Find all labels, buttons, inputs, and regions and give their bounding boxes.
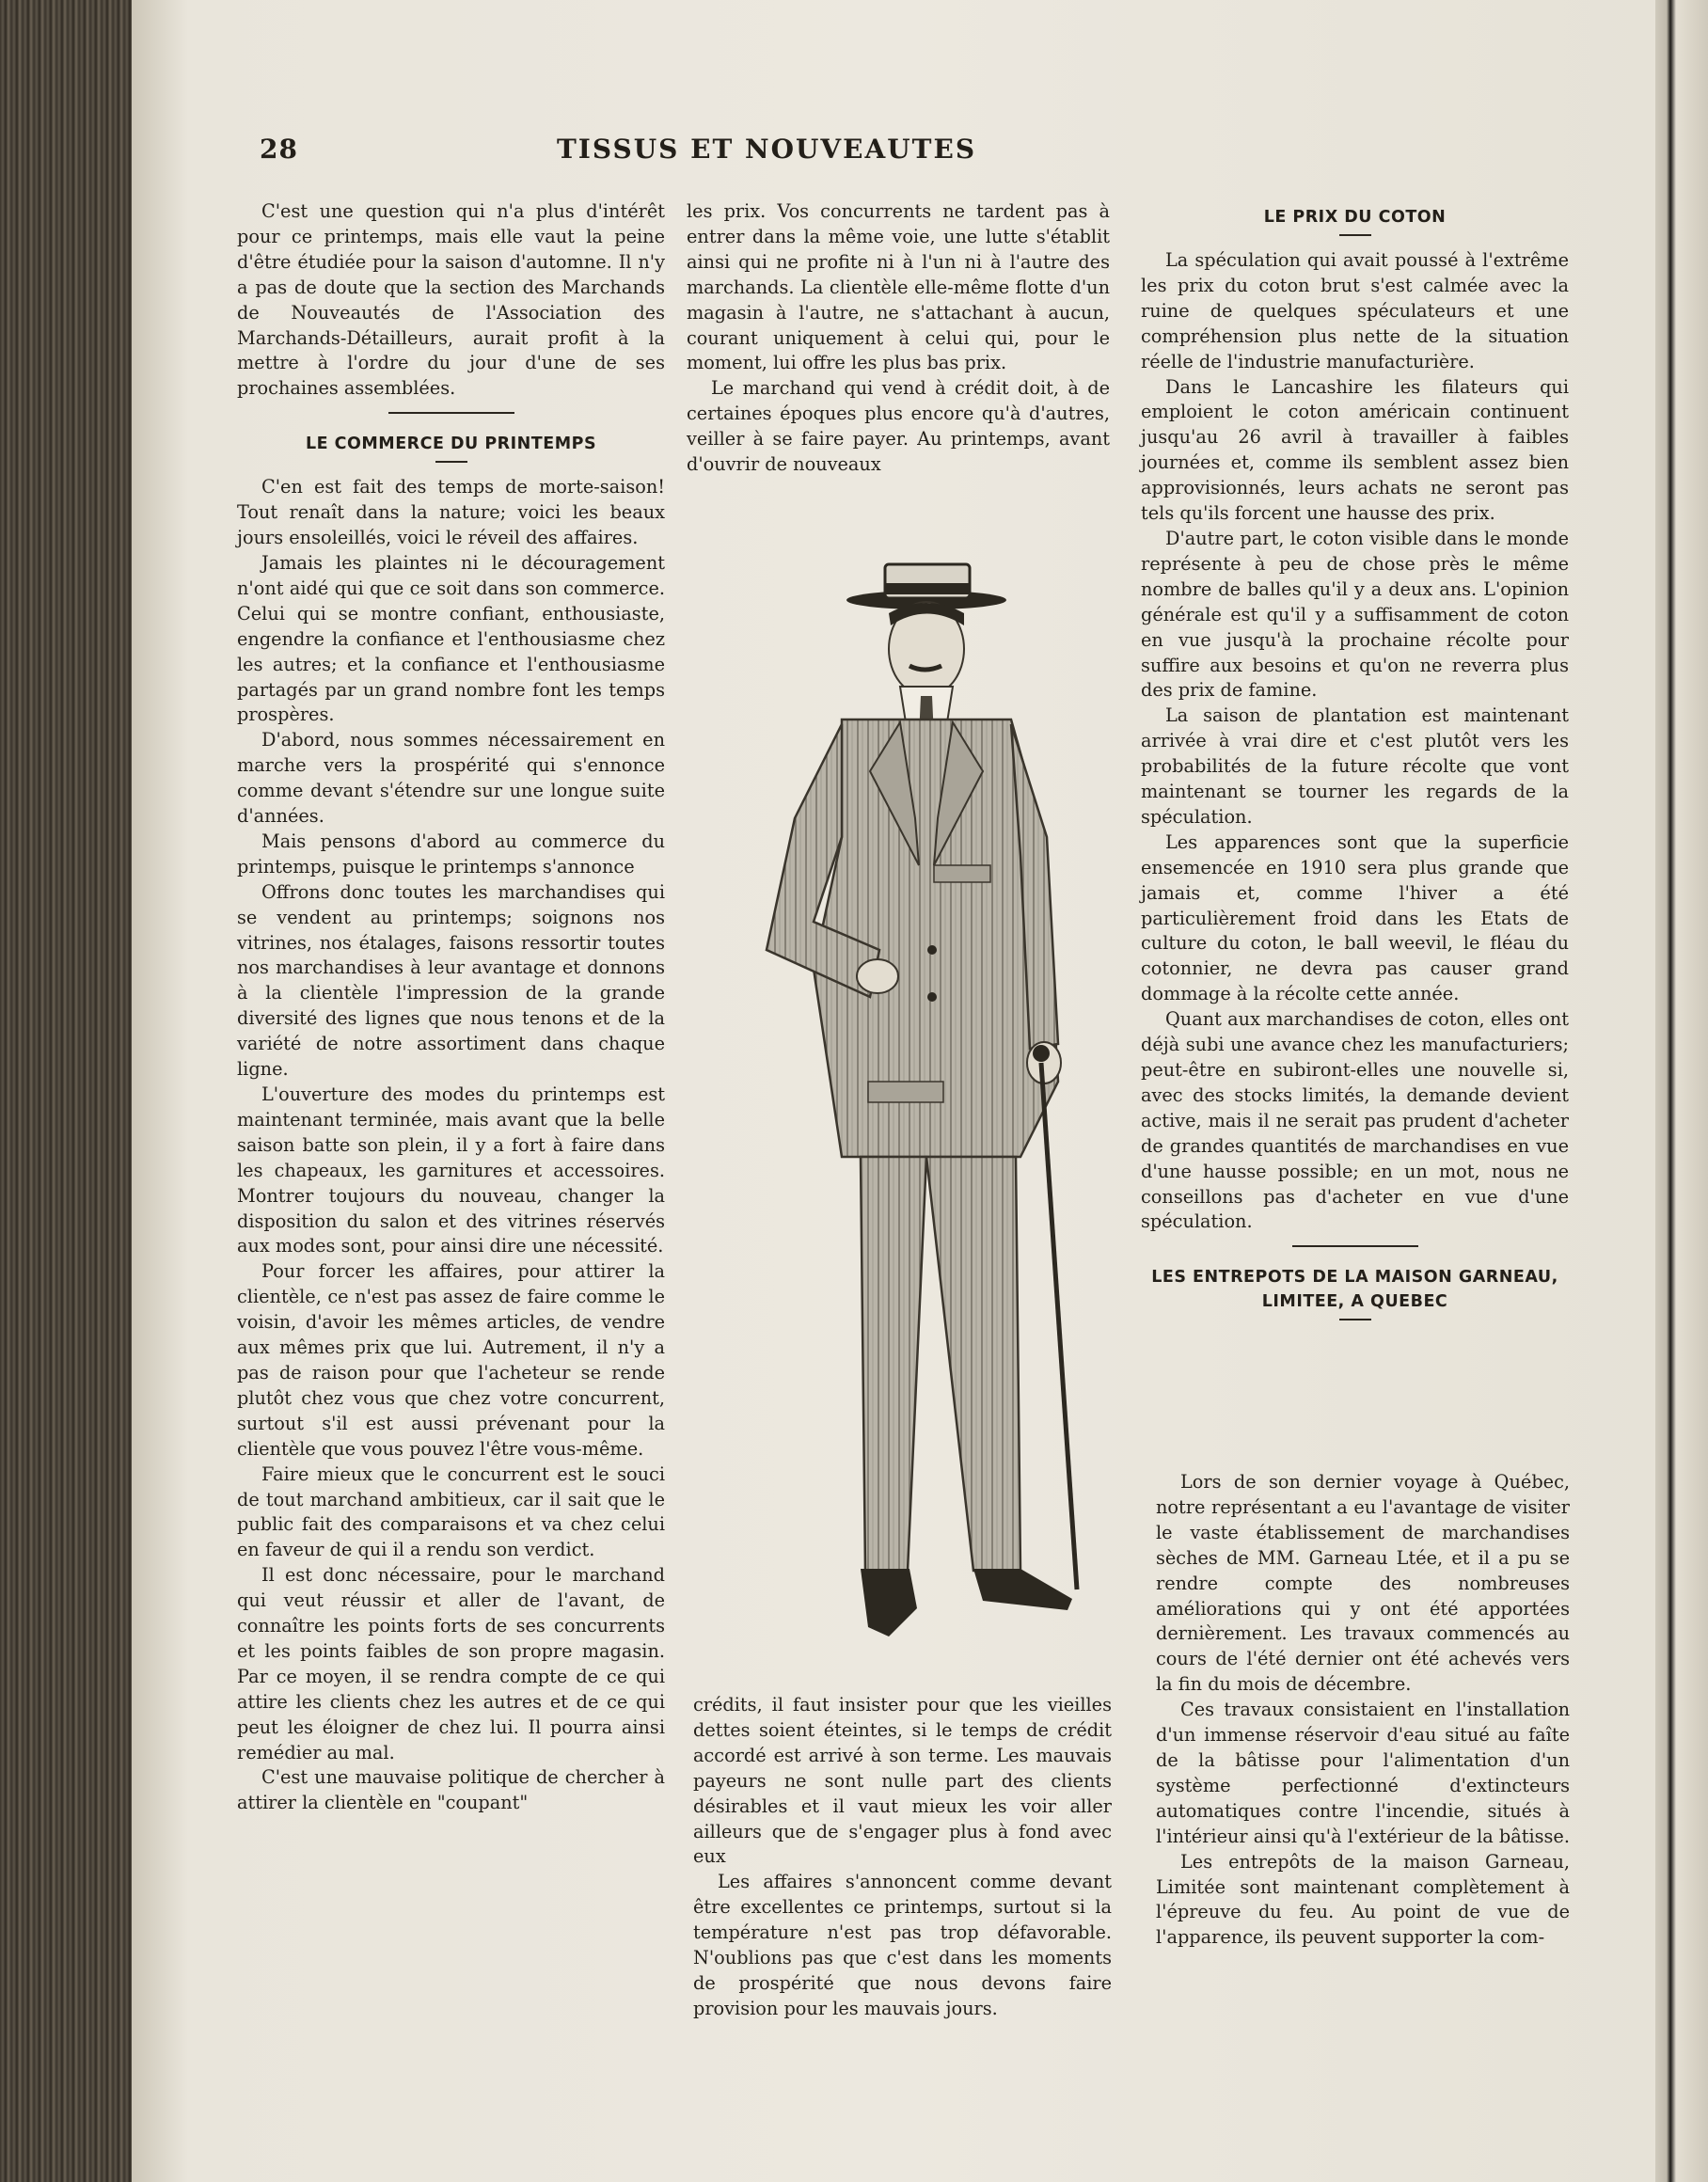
paragraph: D'abord, nous sommes nécessairement en marche vers la prospérité qui s'ennonce comme devant s'étendre sur une longue suite d'années.: [237, 729, 665, 828]
journal-page: [132, 0, 1655, 2182]
paragraph: Dans le Lancashire les filateurs qui emploient le coton américain continuent jusqu'au 26 avril à travailler à faibles journées et, comme ils semblent assez bien approvisionnés, leurs achats ne seront pas tels qu'ils forcent une hausse des prix.: [1141, 375, 1569, 525]
page-number: 28: [260, 134, 298, 165]
column-left: [237, 199, 665, 1816]
paragraph: Mais pensons d'abord au commerce du printemps, puisque le printemps s'annonce: [237, 830, 665, 878]
paragraph: C'est une question qui n'a plus d'intérêt pour ce printemps, mais elle vaut la peine d'être étudiée pour la saison d'automne. Il n'y a pas de doute que la section des Marchands de Nouveautés de l'Association des Marchands-Détailleurs, aurait profit à la mettre à l'ordre du jour d'une de ses prochaines assemblées.: [237, 200, 665, 400]
paragraph: Les affaires s'annoncent comme devant être excellentes ce printemps, surtout si la température n'est pas trop défavorable. N'oublions pas que c'est dans les moments de prospérité que nous devons faire provision pour les mauvais jours.: [693, 1871, 1112, 2019]
heading-rule: [1339, 1319, 1371, 1320]
paragraph: D'autre part, le coton visible dans le monde représente à peu de chose près le même nombre de balles qu'il y a deux ans. L'opinion générale est qu'il y a suffisamment de coton en vue jusqu'à la prochaine récolte pour suffire aux besoins et qu'on ne reverra plus des prix de famine.: [1141, 527, 1569, 702]
book-page-stack-edge: [0, 0, 141, 2182]
section-heading-entrepots-garneau: LES ENTREPOTS DE LA MAISON GARNEAU, LIMITEE, A QUEBEC: [1151, 1268, 1558, 1312]
paragraph: L'ouverture des modes du printemps est maintenant terminée, mais avant que la belle saison batte son plein, il y a fort à faire dans les chapeaux, les garnitures et accessoires. Montrer toujours du nouveau, changer la disposition du salon et des vitrines réservés aux modes sont, pour ainsi dire une nécessité.: [237, 1083, 665, 1257]
column-right-bottom: [1156, 1470, 1570, 1951]
paragraph: C'est une mauvaise politique de chercher à attirer la clientèle en "coupant": [237, 1766, 665, 1814]
section-divider: [388, 412, 514, 414]
paragraph: Il est donc nécessaire, pour le marchand qui veut réussir et aller de l'avant, de connaître les points forts de ses concurrents et les points faibles de son propre magasin. Par ce moyen, il se rendra compte de ce qui attire les clients chez les autres et de ce qui peut les éloigner de chez lui. Il pourra ainsi remédier au mal.: [237, 1564, 665, 1763]
paragraph: C'en est fait des temps de morte-saison! Tout renaît dans la nature; voici les beaux jours ensoleillés, voici le réveil des affaires.: [237, 476, 665, 549]
paragraph: Pour forcer les affaires, pour attirer la clientèle, ce n'est pas assez de faire comme le voisin, d'avoir les mêmes articles, de vendre aux mêmes prix que lui. Autrement, il n'y a pas de raison pour que l'acheteur se rende plutôt chez vous que chez votre concurrent, surtout s'il est aussi prévenant pour la clientèle que vous pouvez l'être vous-même.: [237, 1260, 665, 1460]
paragraph: Lors de son dernier voyage à Québec, notre représentant a eu l'avantage de visiter le vaste établissement de marchandises sèches de MM. Garneau Ltée, et il a pu se rendre compte des nombreuses améliorations qui y ont été apportées dernièrement. Les travaux commencés au cours de l'été dernier ont été achevés vers la fin du mois de décembre.: [1156, 1471, 1570, 1696]
paragraph: Faire mieux que le concurrent est le souci de tout marchand ambitieux, car il sait que le public fait des comparaisons et va chez celui en faveur de qui il a rendu son verdict.: [237, 1463, 665, 1561]
paragraph: Les entrepôts de la maison Garneau, Limitée sont maintenant complètement à l'épreuve du feu. Au point de vue de l'apparence, ils peuvent supporter la com-: [1156, 1850, 1570, 1949]
paragraph: La saison de plantation est maintenant arrivée à vrai dire et c'est plutôt vers les probabilités de la future récolte que vont maintenant se tourner les regards de la spéculation.: [1141, 704, 1569, 828]
section-heading-prix-coton: LE PRIX DU COTON: [1263, 208, 1447, 227]
paragraph: Les apparences sont que la superficie ensemencée en 1910 sera plus grande que jamais et, comme l'hiver a été particulièrement froid dans les Etats de culture du coton, le ball weevil, le fléau du cotonnier, ne devra pas causer grand dommage à la récolte cette année.: [1141, 830, 1569, 1005]
paragraph-continued: les prix. Vos concurrents ne tardent pas à entrer dans la même voie, une lutte s'établit ainsi qui ne profite ni à l'un ni à l'autre des marchands. La clientèle elle-même flotte d'un magasin à l'autre, ne s'attachant à aucun, courant uniquement à celui qui, pour le moment, lui offre les plus bas prix.: [687, 200, 1110, 374]
heading-rule: [435, 461, 467, 463]
section-heading-commerce-printemps: LE COMMERCE DU PRINTEMPS: [305, 435, 597, 454]
suit-illustration: [701, 555, 1096, 1684]
column-middle-top: [687, 199, 1110, 478]
section-divider: [1292, 1245, 1418, 1247]
column-middle-bottom: [693, 1693, 1112, 2022]
paragraph: Offrons donc toutes les marchandises qui se vendent au printemps; soignons nos vitrines, nos étalages, faisons ressortir toutes nos marchandises à leur avantage et donnons à la clientèle l'impression de la grande diversité des lignes que nous tenons et de la variété de notre assortiment dans chaque ligne.: [237, 880, 665, 1081]
next-page-edge: [1650, 0, 1708, 2182]
paragraph: La spéculation qui avait poussé à l'extrême les prix du coton brut s'est calmée avec la ruine de quelques spéculateurs et une compréhension plus nette de la situation réelle de l'industrie manufacturière.: [1141, 249, 1569, 372]
paragraph: Le marchand qui vend à crédit doit, à de certaines époques plus encore qu'à d'autres, veiller à se faire payer. Au printemps, avant d'ouvrir de nouveaux: [687, 377, 1110, 476]
paragraph-continued: crédits, il faut insister pour que les vieilles dettes soient éteintes, si le temps de crédit accordé est arrivé à son terme. Les mauvais payeurs ne sont nulle part des clients désirables et il vaut mieux les voir aller ailleurs que de s'engager plus à fond avec eux: [693, 1694, 1112, 1868]
man-in-suit-figure: [701, 555, 1096, 1684]
heading-rule: [1339, 234, 1371, 236]
running-title: TISSUS ET NOUVEAUTES: [556, 134, 977, 165]
page-header: [132, 134, 1655, 190]
paragraph: Jamais les plaintes ni le découragement n'ont aidé qui que ce soit dans son commerce. Celui qui se montre confiant, enthousiaste, engendre la confiance et l'enthousiasme chez les autres; et la confiance et l'enthousiasme partagés par un grand nombre font les temps prospères.: [237, 551, 665, 726]
column-right-top: [1141, 199, 1569, 1333]
paragraph: Quant aux marchandises de coton, elles ont déjà subi une avance chez les manufacturiers; peut-être en subiront-elles une nouvelle si, avec des stocks limités, la demande devient active, mais il ne serait pas prudent d'acheter de grandes quantités de marchandises en vue d'une hausse possible; en un mot, nous ne conseillons pas d'acheter en vue d'une spéculation.: [1141, 1008, 1569, 1233]
paragraph: Ces travaux consistaient en l'installation d'un immense réservoir d'eau situé au faîte de la bâtisse pour l'alimentation d'un système perfectionné d'extincteurs automatiques contre l'incendie, situés à l'intérieur ainsi qu'à l'extérieur de la bâtisse.: [1156, 1699, 1570, 1847]
